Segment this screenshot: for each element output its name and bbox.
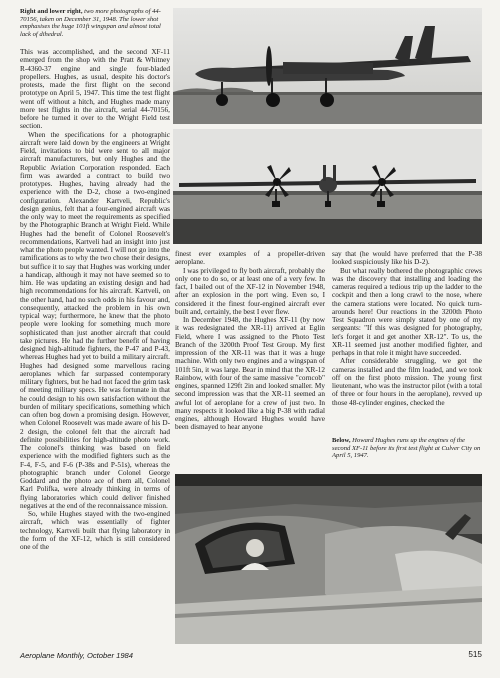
xf11-front-view-photo [173,129,482,244]
article-paragraph: say that (he would have preferred that the P-38 looked suspiciously like his D-2). [332,250,482,267]
below-caption [332,437,482,460]
below-caption-text: Howard Hughes runs up the engines of the second XF-11 before its first test flight at Culver City on April 5, 1947. [332,437,481,460]
article-paragraph: This was accomplished, and the second XF-11 emerged from the shop with the Pratt & Whitney R-4360-37 engine and single four-bladed propellers. Hughes, as usual, despite his doctor's protests, made the first flight on the second prototype on April 5, 1947. This time the test flight went off without a hitch, and Hughes made many more test flights in the aircraft, serial 44-70156, before he turned it over to the Wright Field test section. [20,48,170,131]
article-paragraph: I was privileged to fly both aircraft, probably the only one to do so, or at least one of a very few. In fact, I bailed out of the XF-12 in November 1948, after an explosion in the port wing. Even so, I considered it the finest four-engined aircraft ever built and, certainly, the best I ever flew. [175,266,325,316]
article-column-2 [175,250,325,470]
xf11-side-view-photo [173,8,482,124]
below-caption-lead: Below, [332,437,351,444]
top-caption [20,8,168,38]
article-paragraph: When the specifications for a photographic aircraft were laid down by the engineers at Wright Field, invitations to bid were sent to all major aircraft manufacturers, but only Hughes and the Republic Aviation Corporation responded. Each firm was awarded a contract to build two prototypes. Hughes, having already had the experience with the D-2, chose a two-engined configuration. Alexander Kartveli, Republic's design genius, felt that a four-engined aircraft was the only way to meet the requirements as specified by the Photographic Branch at Wright Field. While Hughes had the benefit of Colonel Roosevelt's recommendations, Kartveli had an insight into just what the photo people wanted. I will not go into the ramifications as to why the two chose their designs, but suffice it to say that Hughes was working under a handicap, although it may not have seemed so to him. He was updating an existing design and had high recommendations for his aircraft. Kartveli, on the other hand, had no such odds in his favour and, consequently, attacked the problem in his own typical way; furthermore, he knew that the photo people were looking for something much more sophisticated than just another aircraft that could take pictures. He had the further benefit of having designed high-altitude fighters, the P-47 and P-43, whereas Hughes had yet to build a military aircraft. Hughes had designed some marvellous racing aeroplanes which far surpassed contemporary military fighters, but he had not faced the grim task of meeting military specs. He was fortunate in that he could design to his own satisfaction without the burden of military specifications, something which can often bog down a promising design. However, when Colonel Roosevelt was made aware of his D-2 design, the colonel felt that the aircraft had definite possibilities for high-altitude photo work. The colonel's thinking was based on field experience with the modified fighters such as the F-4, F-5, and F-6 (P-38s and P-51s), whereas the photographic branch under Colonel George Goddard and the photo ace of them all, Colonel Karl Polifka, were already thinking in terms of flying laboratories which could deliver finished negatives at the end of the reconnaissance mission. [20,130,170,510]
article-paragraph: In December 1948, the Hughes XF-11 (by now it was redesignated the XR-11) arrived at Eglin Field, where I was assigned to the Photo Test Branch of the 3200th Proof Test Group. My first impression of the XR-11 was that it was a huge machine. With only two engines and a wingspan of 101ft 5in, it was large. Bear in mind that the XR-12 Rainbow, with four of the same massive "corncob" engines, spanned 129ft 2in and looked smaller. My second impression was that the XR-11 seemed an awful lot of aeroplane for a crew of just two. In many respects it looked like a big P-38 with radial engines, although Howard Hughes would have been dismayed to hear anyone [175,316,325,432]
article-column-1 [20,48,170,666]
article-column-3 [332,250,482,432]
footer-magazine-title: Aeroplane Monthly, October 1984 [20,651,133,660]
footer-page-number: 515 [468,650,482,659]
top-caption-text: two more photographs of 44-70156, taken on December 31, 1948. The lower shot emphasises the huge 101ft wingspan and almost total lack of dihedral. [20,8,161,38]
article-paragraph: After considerable struggling, we got the cameras installed and the film loaded, and we took off on the first photo mission. The young first lieutenant, who was the instructor pilot (with a total of three or four hours in the aeroplane), revved up those 48-cylinder engines, checked the [332,357,482,407]
hughes-cockpit-photo [175,474,482,644]
top-caption-lead: Right and lower right, [20,8,83,15]
article-paragraph: So, while Hughes stayed with the two-engined aircraft, which was essentially of fighter technology, Kartveli built that flying laboratory in the form of the XF-12, which is still considered one of the [20,510,170,551]
article-paragraph: finest ever examples of a propeller-driven aeroplane. [175,250,325,267]
article-paragraph: But what really bothered the photographic crews was the discovery that installing and loading the cameras required a tedious trip up the ladder to the cockpit and then a long crawl to the nose, where the camera stations were located. No quick turn-arounds here! Our reactions in the 3200th Photo Test Squadron were simply stated by one of my sergeants: "If this was designed for photography, let's forget it and get another XR-12". To us, the XR-11 seemed just another modified fighter, and perhaps in that role it might have succeeded. [332,266,482,357]
